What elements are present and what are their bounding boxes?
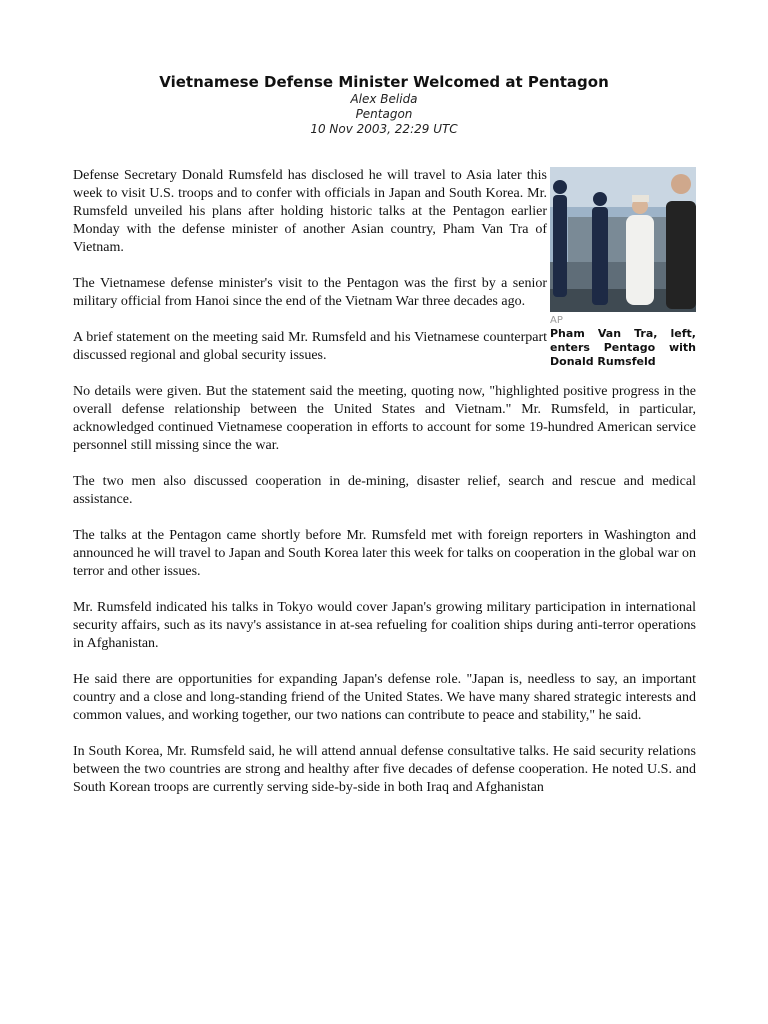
paragraph: A brief statement on the meeting said Mr. Rumsfeld and his Vietnamese counterpart discussed regional and global security issues.: [73, 330, 547, 363]
paragraph: The talks at the Pentagon came shortly before Mr. Rumsfeld met with foreign reporters in Washington and announced he will travel to Japan and South Korea later this week for talks on cooperation in the global war on terror and other issues.: [73, 528, 696, 579]
paragraph: Mr. Rumsfeld indicated his talks in Tokyo would cover Japan's growing military participation in international security affairs, such as its navy's assistance in at-sea refueling for coalition ships during anti-terror operations in Afghanistan.: [73, 600, 696, 651]
paragraph: The Vietnamese defense minister's visit to the Pentagon was the first by a senior military official from Hanoi since the end of the Vietnam War three decades ago.: [73, 276, 547, 309]
photo-caption: Pham Van Tra, left, enters Pentago with Donald Rumsfeld: [550, 327, 696, 368]
article-header: [0, 73, 768, 137]
photo-figure: [550, 167, 696, 369]
photo-credit: AP: [550, 315, 563, 326]
article-title: Vietnamese Defense Minister Welcomed at Pentagon: [159, 73, 609, 91]
paragraph: Defense Secretary Donald Rumsfeld has disclosed he will travel to Asia later this week to visit U.S. troops and to confer with officials in Japan and South Korea. Mr. Rumsfeld unveiled his plans after holding historic talks at the Pentagon earlier Monday with the defense minister of another Asian country, Pham Van Tra of Vietnam.: [73, 168, 547, 255]
paragraph: No details were given. But the statement said the meeting, quoting now, "highlighted positive progress in the overall defense relationship between the United States and Vietnam." Mr. Rumsfeld, in particular, acknowledged continued Vietnamese cooperation in efforts to account for some 19-hundred American service personnel still missing since the war.: [73, 384, 696, 453]
news-photo: [550, 167, 696, 312]
article-body: [73, 167, 696, 815]
article-date: 10 Nov 2003, 22:29 UTC: [310, 122, 458, 136]
paragraph: The two men also discussed cooperation in de-mining, disaster relief, search and rescue and medical assistance.: [73, 474, 696, 507]
article-location: Pentagon: [355, 107, 413, 121]
paragraph: He said there are opportunities for expanding Japan's defense role. "Japan is, needless to say, an important country and a close and long-standing friend of the United States. We have many shared strategic interests and common values, and working together, our two nations can contribute to peace and stability," he said.: [73, 672, 696, 723]
article-author: Alex Belida: [350, 92, 418, 106]
paragraph: In South Korea, Mr. Rumsfeld said, he will attend annual defense consultative talks. He said security relations between the two countries are strong and healthy after five decades of defense cooperation. He noted U.S. and South Korean troops are currently serving side-by-side in both Iraq and Afghanistan: [73, 744, 696, 795]
